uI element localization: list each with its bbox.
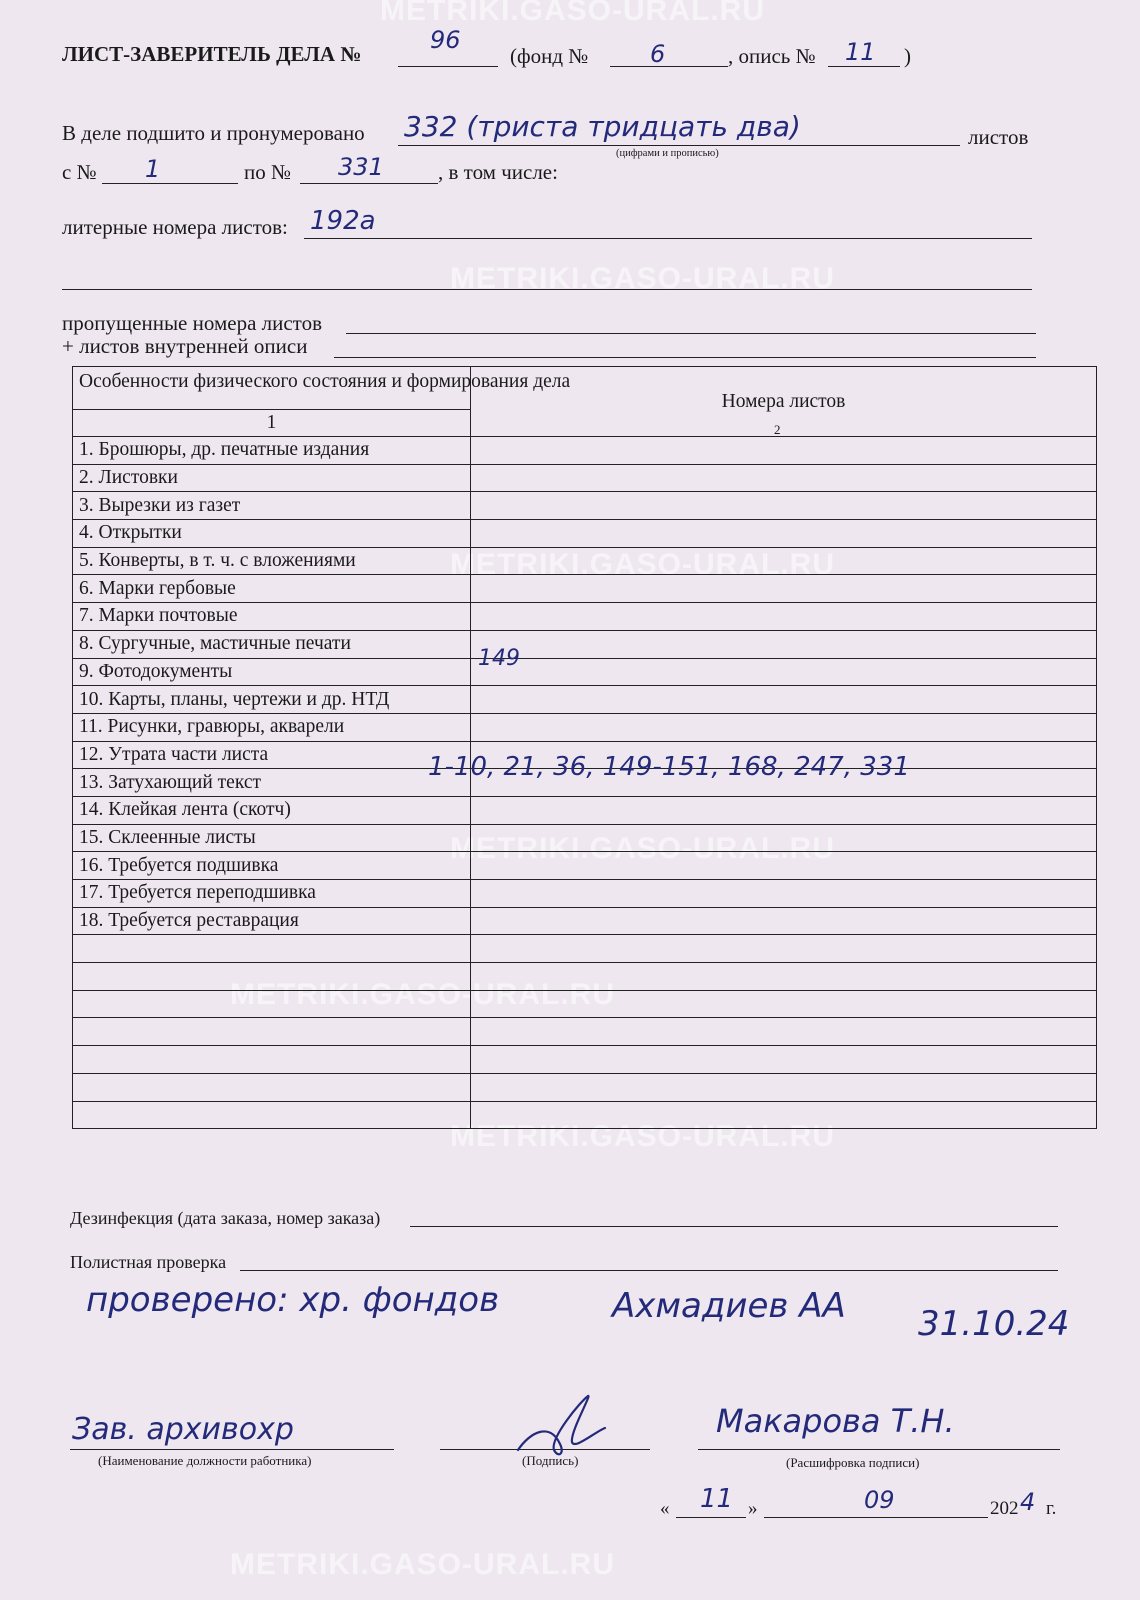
date-year-digit: 4 xyxy=(1020,1488,1036,1516)
table-row xyxy=(73,824,1097,852)
table-row xyxy=(73,852,1097,880)
table-row xyxy=(73,630,1097,658)
header-close-paren: ) xyxy=(904,44,911,68)
check-line xyxy=(240,1270,1058,1271)
row-label xyxy=(73,963,471,991)
table-row xyxy=(73,464,1097,492)
table-row xyxy=(73,1101,1097,1129)
liter-label: литерные номера листов: xyxy=(62,215,288,239)
inner-label: + листов внутренней описи xyxy=(62,334,308,358)
row-label: 10. Карты, планы, чертежи и др. НТД xyxy=(73,686,471,714)
table-row xyxy=(73,520,1097,548)
table-row xyxy=(73,1018,1097,1046)
count-hint: (цифрами и прописью) xyxy=(616,148,719,159)
row-sheet-numbers xyxy=(471,658,1097,686)
from-value: 1 xyxy=(145,155,161,183)
table-row xyxy=(73,658,1097,686)
row-sheet-numbers xyxy=(471,880,1097,908)
missing-label: пропущенные номера листов xyxy=(62,311,322,335)
position-caption: (Наименование должности работника) xyxy=(98,1453,312,1468)
row-sheet-numbers xyxy=(471,935,1097,963)
table-header-row xyxy=(73,367,1097,410)
count-label: В деле подшито и пронумеровано xyxy=(62,121,365,145)
name-caption: (Расшифровка подписи) xyxy=(786,1455,920,1470)
count-units: листов xyxy=(968,125,1029,149)
inner-line xyxy=(334,357,1036,358)
row-label xyxy=(73,1046,471,1074)
col1-header: Особенности физического состояния и формирования дела xyxy=(73,367,471,410)
row-label: 17. Требуется переподшивка xyxy=(73,880,471,908)
table-row xyxy=(73,880,1097,908)
watermark: METRIKI.GASO-URAL.RU xyxy=(450,548,835,581)
table-row xyxy=(73,1046,1097,1074)
row-label: 5. Конверты, в т. ч. с вложениями xyxy=(73,547,471,575)
row-sheet-numbers xyxy=(471,713,1097,741)
row-sheet-numbers xyxy=(471,907,1097,935)
table-row xyxy=(73,963,1097,991)
date-day: 11 xyxy=(700,1484,734,1514)
count-value-line xyxy=(398,145,960,146)
table-row xyxy=(73,575,1097,603)
row-label: 12. Утрата части листа xyxy=(73,741,471,769)
row-sheet-numbers xyxy=(471,990,1097,1018)
watermark: METRIKI.GASO-URAL.RU xyxy=(230,1548,615,1581)
row-sheet-numbers xyxy=(471,437,1097,465)
row-label xyxy=(73,990,471,1018)
table-row xyxy=(73,907,1097,935)
row-label: 1. Брошюры, др. печатные издания xyxy=(73,437,471,465)
row-sheet-numbers xyxy=(471,547,1097,575)
row-sheet-numbers xyxy=(471,1073,1097,1101)
row-label xyxy=(73,935,471,963)
opis-number-value: 11 xyxy=(845,38,876,66)
table-row xyxy=(73,935,1097,963)
date-year-suffix: г. xyxy=(1046,1498,1057,1519)
row-sheet-numbers xyxy=(471,464,1097,492)
watermark: METRIKI.GASO-URAL.RU xyxy=(380,0,765,27)
row-sheet-numbers xyxy=(471,686,1097,714)
disinfection-label: Дезинфекция (дата заказа, номер заказа) xyxy=(70,1208,381,1228)
row-sheet-numbers xyxy=(471,1018,1097,1046)
to-label: по № xyxy=(244,160,292,184)
col2-number: 2 xyxy=(774,422,781,437)
name-handwritten: Макарова Т.Н. xyxy=(716,1402,955,1440)
delo-number-line xyxy=(398,66,498,67)
from-label: с № xyxy=(62,160,97,184)
row-label: 4. Открытки xyxy=(73,520,471,548)
table-row xyxy=(73,1073,1097,1101)
row-label: 8. Сургучные, мастичные печати xyxy=(73,630,471,658)
check-label: Полистная проверка xyxy=(70,1252,227,1272)
opis-label: , опись № xyxy=(728,44,816,68)
from-line xyxy=(102,183,238,184)
row-sheet-numbers xyxy=(471,796,1097,824)
table-row xyxy=(73,990,1097,1018)
watermark: METRIKI.GASO-URAL.RU xyxy=(450,1120,835,1153)
table-row xyxy=(73,796,1097,824)
watermark: METRIKI.GASO-URAL.RU xyxy=(450,832,835,865)
including-label: , в том числе: xyxy=(438,160,558,184)
row-sheet-numbers xyxy=(471,963,1097,991)
opis-number-line xyxy=(828,66,900,67)
row-label: 13. Затухающий текст xyxy=(73,769,471,797)
row-label xyxy=(73,1018,471,1046)
watermark: METRIKI.GASO-URAL.RU xyxy=(230,978,615,1011)
row-sheet-numbers xyxy=(471,520,1097,548)
table-row xyxy=(73,713,1097,741)
table-row xyxy=(73,547,1097,575)
row-label: 18. Требуется реставрация xyxy=(73,907,471,935)
date-year-prefix: 202 xyxy=(990,1498,1019,1519)
row-label: 9. Фотодокументы xyxy=(73,658,471,686)
date-month: 09 xyxy=(864,1486,895,1514)
fond-label: (фонд № xyxy=(510,44,589,68)
name-line xyxy=(698,1449,1060,1450)
row8-value: 149 xyxy=(478,646,520,671)
col1-number: 1 xyxy=(73,410,471,437)
check-handwritten-date: 31.10.24 xyxy=(918,1304,1070,1344)
to-value: 331 xyxy=(338,153,384,181)
row-label: 16. Требуется подшивка xyxy=(73,852,471,880)
signature-mark xyxy=(510,1392,610,1462)
table-row xyxy=(73,492,1097,520)
row-sheet-numbers xyxy=(471,630,1097,658)
row-label xyxy=(73,1101,471,1129)
to-line xyxy=(300,183,438,184)
row-sheet-numbers xyxy=(471,1046,1097,1074)
row-label: 7. Марки почтовые xyxy=(73,603,471,631)
check-handwritten-name: Ахмадиев АА xyxy=(612,1286,846,1326)
row-label xyxy=(73,1073,471,1101)
fond-number-value: 6 xyxy=(650,40,666,68)
row-label: 3. Вырезки из газет xyxy=(73,492,471,520)
condition-table xyxy=(72,366,1097,1129)
row-sheet-numbers xyxy=(471,852,1097,880)
liter-value: 192а xyxy=(310,206,376,236)
liter-line xyxy=(304,238,1032,239)
row-label: 6. Марки гербовые xyxy=(73,575,471,603)
date-day-line xyxy=(676,1517,746,1518)
table-row xyxy=(73,603,1097,631)
disinfection-line xyxy=(410,1226,1058,1227)
position-handwritten: Зав. архивохр xyxy=(72,1412,294,1447)
date-open-quote: « xyxy=(660,1498,670,1519)
table-row xyxy=(73,686,1097,714)
watermark: METRIKI.GASO-URAL.RU xyxy=(450,262,835,295)
row-sheet-numbers xyxy=(471,492,1097,520)
count-value: 332 (триста тридцать два) xyxy=(404,110,801,143)
row-sheet-numbers xyxy=(471,1101,1097,1129)
row-label: 15. Склеенные листы xyxy=(73,824,471,852)
missing-line xyxy=(346,333,1036,334)
row-sheet-numbers xyxy=(471,575,1097,603)
check-handwritten: проверено: хр. фондов xyxy=(86,1280,500,1320)
row-label: 2. Листовки xyxy=(73,464,471,492)
date-close-quote: » xyxy=(748,1498,758,1519)
date-month-line xyxy=(764,1517,988,1518)
row-label: 11. Рисунки, гравюры, акварели xyxy=(73,713,471,741)
row12-value: 1-10, 21, 36, 149-151, 168, 247, 331 xyxy=(428,752,910,782)
sign-caption: (Подпись) xyxy=(522,1453,579,1468)
table-row xyxy=(73,437,1097,465)
row-sheet-numbers xyxy=(471,824,1097,852)
fond-number-line xyxy=(610,66,728,67)
document-title: ЛИСТ-ЗАВЕРИТЕЛЬ ДЕЛА № xyxy=(62,42,362,66)
position-line xyxy=(70,1449,394,1450)
delo-number-value: 96 xyxy=(430,26,461,54)
liter-line-2 xyxy=(62,289,1032,290)
row-sheet-numbers xyxy=(471,603,1097,631)
col2-header: Номера листов xyxy=(471,367,1097,437)
row-label: 14. Клейкая лента (скотч) xyxy=(73,796,471,824)
